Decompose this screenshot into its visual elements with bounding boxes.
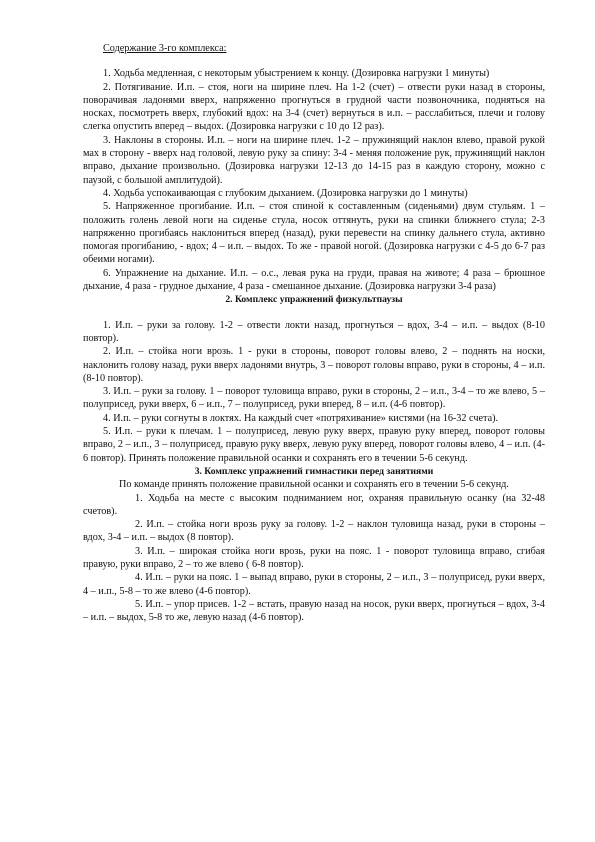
section2-item-1: 1. И.п. – руки за голову. 1-2 – отвести локти назад, прогнуться – вдох, 3-4 – и.п. – выдох (8-10 повтор). <box>83 319 545 344</box>
spacer <box>83 307 545 319</box>
section2-item-5: 5. И.п. – руки к плечам. 1 – полуприсед, левую руку вверх, правую руку вперед, поворот головы вправо, 2 – и.п., 3 – полуприсед, правую руку вверх, левую руку вперед, поворот головы влево, 4 – и.п. (4-6 повтор). Принять положение правильной осанки и сохранять его в течении 5-6 секунд. <box>83 426 545 464</box>
complex3-item-5: 5. Напряженное прогибание. И.п. – стоя спиной к составленным (сиденьями) двум стульям. 1 – положить голень левой ноги на сиденье стула, носок оттянуть, руки на спинки ближнего стула; 2-3 напряженно прогибаясь наклониться вперед (назад), руки перевести на спинку дальнего стула, активно помогая прогибанию, - вдох; 4 – и.п. – выдох. То же - правой ногой. (Дозировка нагрузки с 4-5 до 6-7 раз обеими ногами). <box>83 201 545 266</box>
document-body <box>83 42 545 624</box>
section3-intro: По команде принять положение правильной осанки и сохранять его в течении 5-6 секунд. <box>119 479 509 491</box>
complex3-item-1: 1. Ходьба медленная, с некоторым убыстрением к концу. (Дозировка нагрузки 1 минуты) <box>103 68 490 80</box>
section3-item-3: 3. И.п. – широкая стойка ноги врозь, руки на пояс. 1 - поворот туловища вправо, сгибая правую, руки вправо, 2 – то же влево ( 6-8 повтор). <box>83 545 545 570</box>
section2-title: 2. Комплекс упражнений физкультпаузы <box>225 294 403 306</box>
section2-item-4: 4. И.п. – руки согнуты в локтях. На каждый счет «потряхивание» кистями (на 16-32 счета). <box>103 412 499 424</box>
section3-item-2: 2. И.п. – стойка ноги врозь руку за голову. 1-2 – наклон туловища назад, руки в стороны – вдох, 3-4 – и.п. – выдох (8 повтор). <box>83 519 545 544</box>
complex3-item-3: 3. Наклоны в стороны. И.п. – ноги на ширине плеч. 1-2 – пружинящий наклон влево, правой рукой мах в сторону - вверх над головой, левую руку за спину: 3-4 - меняя положение рук, пружинящий наклон вправо, дыхание произвольно. (Дозировка нагрузки 12-13 до 14-15 раз в каждую сторону, можно с паузой, с большой амплитудой). <box>83 134 545 186</box>
complex3-item-2: 2. Потягивание. И.п. – стоя, ноги на ширине плеч. На 1-2 (счет) – отвести руки назад в стороны, поворачивая ладонями вверх, напряженно прогнуться в грудной части позвоночника, подняться на носках, посмотреть вверх, глубокий вдох: на 3-4 (счет) вернуться в и.п. – расслабиться, плечи и голову слегка опустить вперед – выдох. (Дозировка нагрузки с 10 до 12 раз). <box>83 81 545 133</box>
section3-item-4: 4. И.п. – руки на пояс. 1 – выпад вправо, руки в стороны, 2 – и.п., 3 – полуприсед, руки вверх, 4 – и.п., 5-8 – то же влево (4-6 повтор). <box>83 572 545 597</box>
complex3-item-4: 4. Ходьба успокаивающая с глубоким дыханием. (Дозировка нагрузки до 1 минуты) <box>103 187 468 199</box>
section2-item-2: 2. И.п. – стойка ноги врозь. 1 - руки в стороны, поворот головы влево, 2 – поднять на носки, наклонить голову назад, руки вверх ладонями внутрь, 3 – поворот головы вправо, руки в стороны, 4 – и.п. (8-10 повтор). <box>83 346 545 384</box>
section3-item-1: 1. Ходьба на месте с высоким подниманием ног, охраняя правильную осанку (на 32-48 счетов). <box>83 492 545 517</box>
spacer <box>83 55 545 67</box>
complex3-item-6: 6. Упражнение на дыхание. И.п. – о.с., левая рука на груди, правая на животе; 4 раза – брюшное дыхание, 4 раза - грудное дыхание, 4 раза - смешанное дыхание. (Дозировка нагрузки 3-4 раза) <box>83 267 545 293</box>
section3-item-5: 5. И.п. – упор присев. 1-2 – встать, правую назад на носок, руки вверх, прогнуться – вдох, 3-4 – и.п. – выдох, 5-8 то же, левую назад (4-6 повтор). <box>83 598 545 624</box>
section2-item-3: 3. И.п. – руки за голову. 1 – поворот туловища вправо, руки в стороны, 2 – и.п., 3-4 – то же влево, 5 – полуприсед, руки вверх, 6 – и.п., 7 – полуприсед, руки вперед, 8 – и.п. (4-6 повтор). <box>83 386 545 411</box>
section3-title: 3. Комплекс упражнений гимнастики перед занятиями <box>194 465 434 477</box>
complex3-title: Содержание 3-го комплекса: <box>103 43 227 54</box>
